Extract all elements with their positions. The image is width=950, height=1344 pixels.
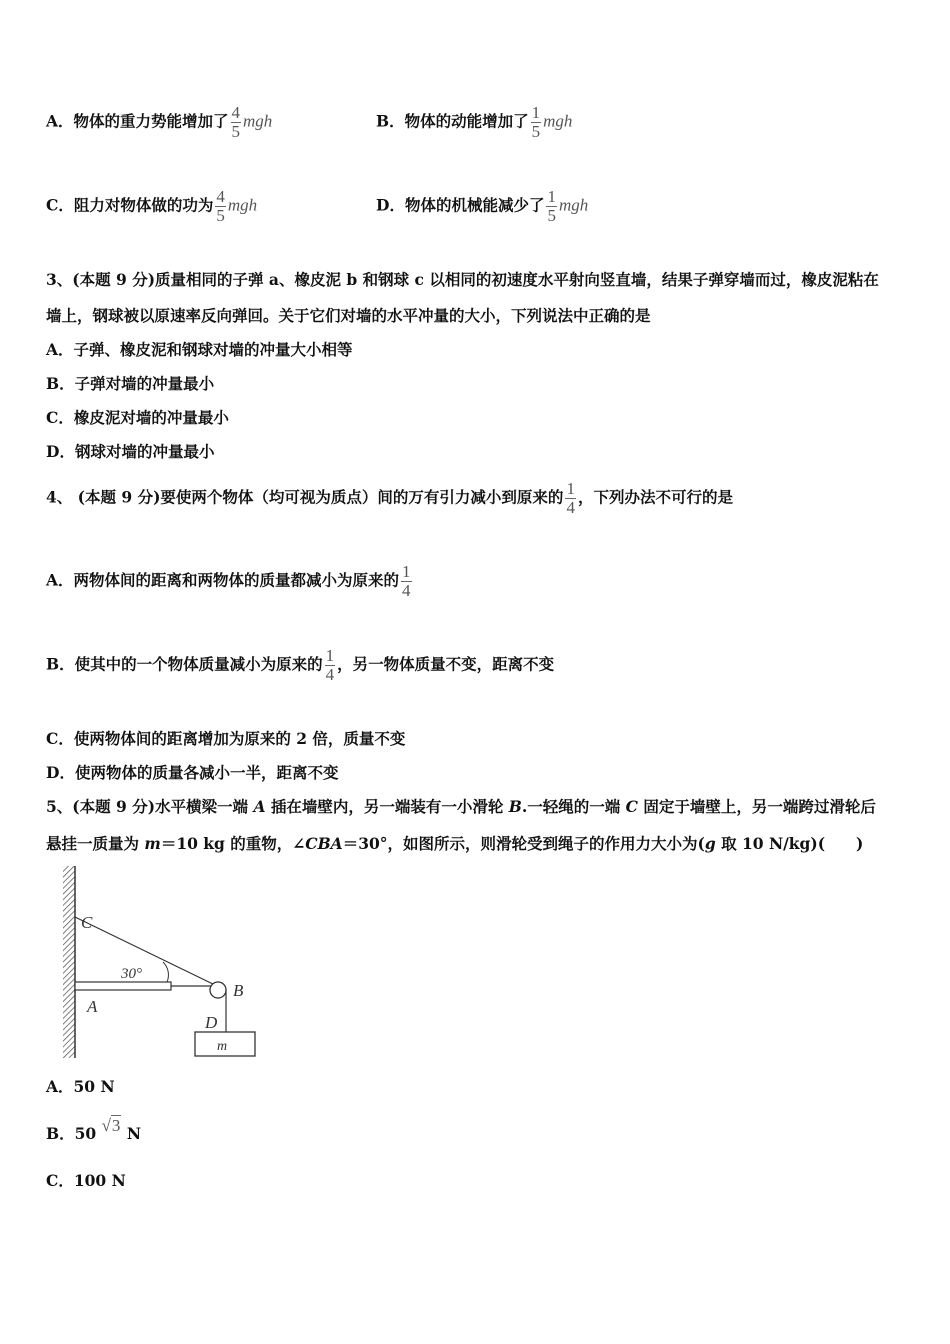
pulley-b — [210, 982, 226, 998]
q3-stem-line2: 墙上，钢球被以原速率反向弹回。关于它们对墙的水平冲量的大小，下列说法中正确的是 — [46, 306, 651, 325]
q4-option-a-text: A．两物体间的距离和两物体的质量都减小为原来的 — [46, 570, 400, 590]
q4-option-b-fraction: $\frac{1}{4}$ — [325, 646, 335, 684]
q2-option-c-var: mgh — [227, 195, 258, 215]
q3-option-c: C．橡皮泥对墙的冲量最小 — [46, 408, 229, 427]
q3-option-a: A．子弹、橡皮泥和钢球对墙的冲量大小相等 — [46, 340, 353, 359]
q2-option-d — [376, 188, 588, 225]
rope-cb — [75, 917, 217, 986]
label-b: B — [233, 981, 244, 1000]
q4-option-b-text: B．使其中的一个物体质量减小为原来的 — [46, 654, 323, 674]
q4-option-b-suffix: ，另一物体质量不变，距离不变 — [337, 654, 555, 674]
q2-option-c — [46, 188, 257, 225]
q2-option-b-fraction: $\frac{1}{5}$ — [531, 103, 541, 141]
q4-stem-fraction: $\frac{1}{4}$ — [566, 479, 575, 517]
q5-option-b-text: B．50 — [46, 1124, 97, 1143]
label-a: A — [87, 997, 98, 1016]
q2-option-d-fraction: $\frac{1}{5}$ — [547, 187, 556, 225]
q2-option-a-var: mgh — [243, 111, 273, 131]
pulley-figure — [55, 862, 265, 1062]
q2-option-d-var: mgh — [558, 195, 589, 215]
q2-option-b-text: B．物体的动能增加了 — [376, 111, 529, 131]
q2-option-b — [376, 104, 572, 141]
q5-option-c: C．100 N — [46, 1171, 126, 1190]
q4-option-a — [46, 563, 414, 600]
q3-option-d: D．钢球对墙的冲量最小 — [46, 442, 215, 461]
q2-option-c-fraction: $\frac{4}{5}$ — [216, 187, 225, 225]
q2-option-a-text: A．物体的重力势能增加了 — [46, 111, 229, 131]
q5-option-b — [46, 1116, 141, 1144]
q2-option-a — [46, 104, 272, 141]
sqrt-symbol: √3 — [101, 1116, 121, 1135]
q3-option-b: B．子弹对墙的冲量最小 — [46, 374, 215, 393]
q5-stem-line2: 悬挂一质量为 m＝10 kg 的重物，∠CBA＝30°，如图所示，则滑轮受到绳子的作用力大小为(g 取 10 N/kg)( ) — [46, 834, 864, 853]
q4-stem-suffix: ，下列办法不可行的是 — [577, 487, 733, 507]
q4-option-a-fraction: $\frac{1}{4}$ — [402, 562, 411, 600]
q4-option-b — [46, 647, 554, 684]
q4-option-c: C．使两物体间的距离增加为原来的 2 倍，质量不变 — [46, 729, 406, 748]
q4-option-d: D．使两物体的质量各减小一半，距离不变 — [46, 763, 339, 782]
label-d: D — [205, 1013, 218, 1032]
q2-option-b-var: mgh — [543, 111, 573, 131]
q4-stem-text: 4、 (本题 9 分)要使两个物体（均可视为质点）间的万有引力减小到原来的 — [46, 487, 564, 507]
beam-ab — [75, 982, 171, 990]
q2-option-c-text: C．阻力对物体做的功为 — [46, 195, 214, 215]
q5-option-a: A．50 N — [46, 1077, 115, 1096]
q3-stem-line1: 3、(本题 9 分)质量相同的子弹 a、橡皮泥 b 和钢球 c 以相同的初速度水平射向竖直墙，结果子弹穿墙而过，橡皮泥粘在 — [46, 270, 879, 289]
wall-hatch — [63, 866, 75, 1058]
label-angle: 30° — [121, 966, 142, 982]
angle-arc — [163, 962, 168, 982]
sqrt-radicand: 3 — [111, 1116, 121, 1135]
label-m: m — [217, 1039, 228, 1054]
q5-option-b-unit: N — [126, 1124, 141, 1143]
q5-stem-line1: 5、(本题 9 分)水平横梁一端 A 插在墙壁内，另一端装有一小滑轮 B.一轻绳的一端 C 固定于墙壁上，另一端跨过滑轮后 — [46, 797, 876, 816]
q2-option-a-fraction: $\frac{4}{5}$ — [231, 103, 241, 141]
q4-stem — [46, 480, 733, 517]
label-c: C — [81, 913, 93, 932]
q2-option-d-text: D．物体的机械能减少了 — [376, 195, 545, 215]
